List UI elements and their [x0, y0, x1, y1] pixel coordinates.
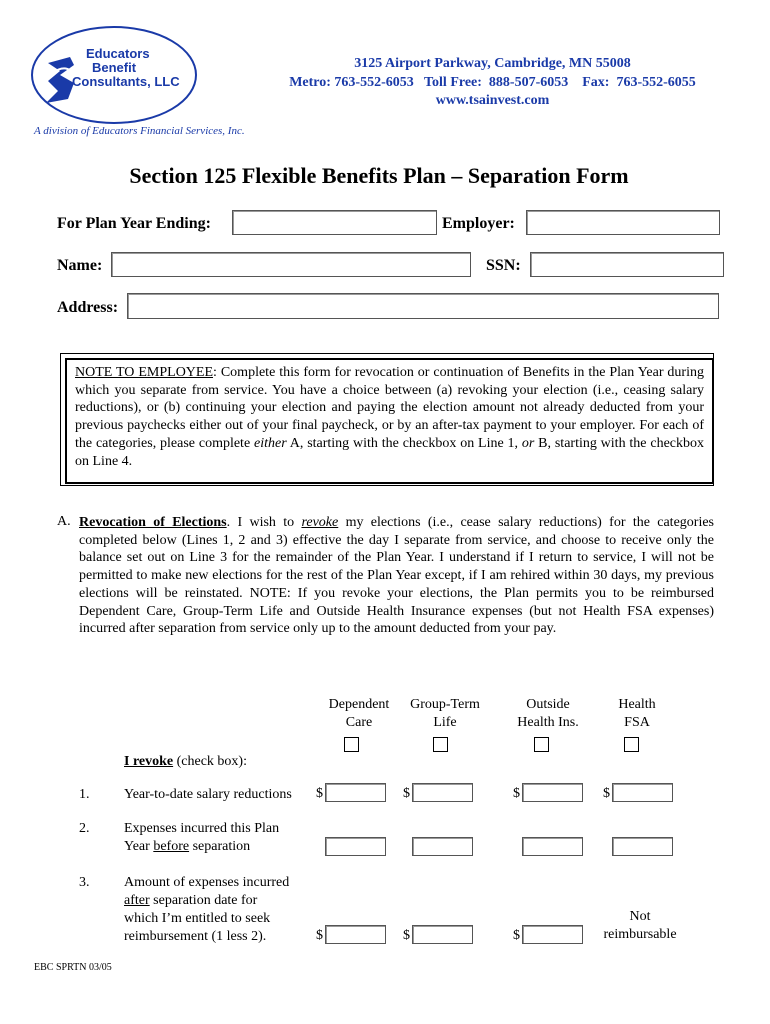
employer-label: Employer: — [442, 215, 515, 232]
ssn-field[interactable] — [530, 252, 724, 277]
company-website[interactable]: www.tsainvest.com — [435, 93, 550, 108]
line-3-number: 3. — [79, 875, 90, 890]
line-2-outside-health-amount[interactable] — [522, 837, 583, 856]
section-a-letter: A. — [57, 514, 71, 529]
line-1-number: 1. — [79, 787, 90, 802]
employer-field[interactable] — [526, 210, 720, 235]
revoke-label: I revoke (check box): — [124, 754, 247, 769]
address-field[interactable] — [127, 293, 719, 319]
line-2-group-term-life-amount[interactable] — [412, 837, 473, 856]
line-2-text: Expenses incurred this Plan Year before separation — [124, 821, 280, 854]
plan-year-field[interactable] — [232, 210, 437, 235]
revoke-checkbox-outside-health[interactable] — [534, 737, 549, 752]
logo-line-2: Benefit — [92, 60, 137, 75]
col-header-dependent-care: Dependent Care — [328, 697, 390, 730]
note-heading: NOTE TO EMPLOYEE — [75, 365, 214, 380]
dollar-sign: $ — [603, 786, 610, 801]
line-2-dependent-care-amount[interactable] — [325, 837, 386, 856]
note-to-employee: NOTE TO EMPLOYEE: Complete this form for revocation or continuation of Benefits in the Plan Year during which you separate from service. You have a choice between (a) revoking your election (i.e., ceasing salary reductions), or (b) continuing your election and paying the election amount not already deducted from your previous paychecks either out of your final paycheck, or by an after-tax payment to your employer. For each of the categories, please complete either A, starting with the checkbox on Line 1, or B, starting with the checkbox on Line 4. — [65, 358, 714, 484]
logo-line-3: Consultants, LLC — [72, 74, 180, 89]
section-a-text: Revocation of Elections. I wish to revoke my elections (i.e., cease salary reductions) for the categories completed below (Lines 1, 2 and 3) effective the day I separate from service, and choose to receive only the balance set out on Line 3 for the remainder of the Plan Year. I understand if I return to service, I will not be permitted to make new elections for the rest of the Plan Year except, if I am rehired within 30 days, my previous elections will be reinstated. NOTE: If you revoke your elections, the Plan permits you to be reimbursed Dependent Care, Group-Term Life and Outside Health Insurance expenses (but not Health FSA expenses) incurred after separation from service only up to the amount deducted from your pay. — [79, 515, 714, 637]
line-1-dependent-care-amount[interactable] — [325, 783, 386, 802]
col-header-group-term-life: Group-Term Life — [410, 697, 480, 730]
dollar-sign: $ — [316, 786, 323, 801]
line-3-text: Amount of expenses incurred after separation date for which I’m entitled to seek reimbursement (1 less 2). — [124, 875, 290, 944]
address-label: Address: — [57, 299, 119, 316]
ssn-label: SSN: — [486, 257, 521, 274]
logo-line-1: Educators — [86, 46, 150, 61]
dollar-sign: $ — [513, 928, 520, 943]
col-header-outside-health: Outside Health Ins. — [517, 697, 579, 730]
name-label: Name: — [57, 257, 103, 274]
revoke-checkbox-group-term-life[interactable] — [433, 737, 448, 752]
line-1-group-term-life-amount[interactable] — [412, 783, 473, 802]
revoke-checkbox-health-fsa[interactable] — [624, 737, 639, 752]
line-3-outside-health-amount[interactable] — [522, 925, 583, 944]
line-3-dependent-care-amount[interactable] — [325, 925, 386, 944]
form-code-footer: EBC SPRTN 03/05 — [34, 962, 112, 973]
dollar-sign: $ — [403, 928, 410, 943]
company-phones: Metro: 763-552-6053 Toll Free: 888-507-6053 Fax: 763-552-6055 — [289, 75, 696, 90]
line-2-health-fsa-amount[interactable] — [612, 837, 673, 856]
line-1-health-fsa-amount[interactable] — [612, 783, 673, 802]
company-address: 3125 Airport Parkway, Cambridge, MN 55008 — [354, 56, 631, 71]
plan-year-label: For Plan Year Ending: — [57, 215, 211, 232]
name-field[interactable] — [111, 252, 471, 277]
division-text: A division of Educators Financial Services, Inc. — [34, 125, 245, 137]
line-1-outside-health-amount[interactable] — [522, 783, 583, 802]
dollar-sign: $ — [513, 786, 520, 801]
line-1-text: Year-to-date salary reductions — [124, 787, 292, 802]
form-title: Section 125 Flexible Benefits Plan – Separation Form — [129, 163, 629, 188]
dollar-sign: $ — [403, 786, 410, 801]
line-3-group-term-life-amount[interactable] — [412, 925, 473, 944]
line-2-number: 2. — [79, 821, 90, 836]
not-reimbursable-text: Not reimbursable — [603, 909, 677, 942]
dollar-sign: $ — [316, 928, 323, 943]
revoke-checkbox-dependent-care[interactable] — [344, 737, 359, 752]
col-header-health-fsa: Health FSA — [618, 697, 656, 730]
section-a-heading: Revocation of Elections — [79, 515, 227, 530]
